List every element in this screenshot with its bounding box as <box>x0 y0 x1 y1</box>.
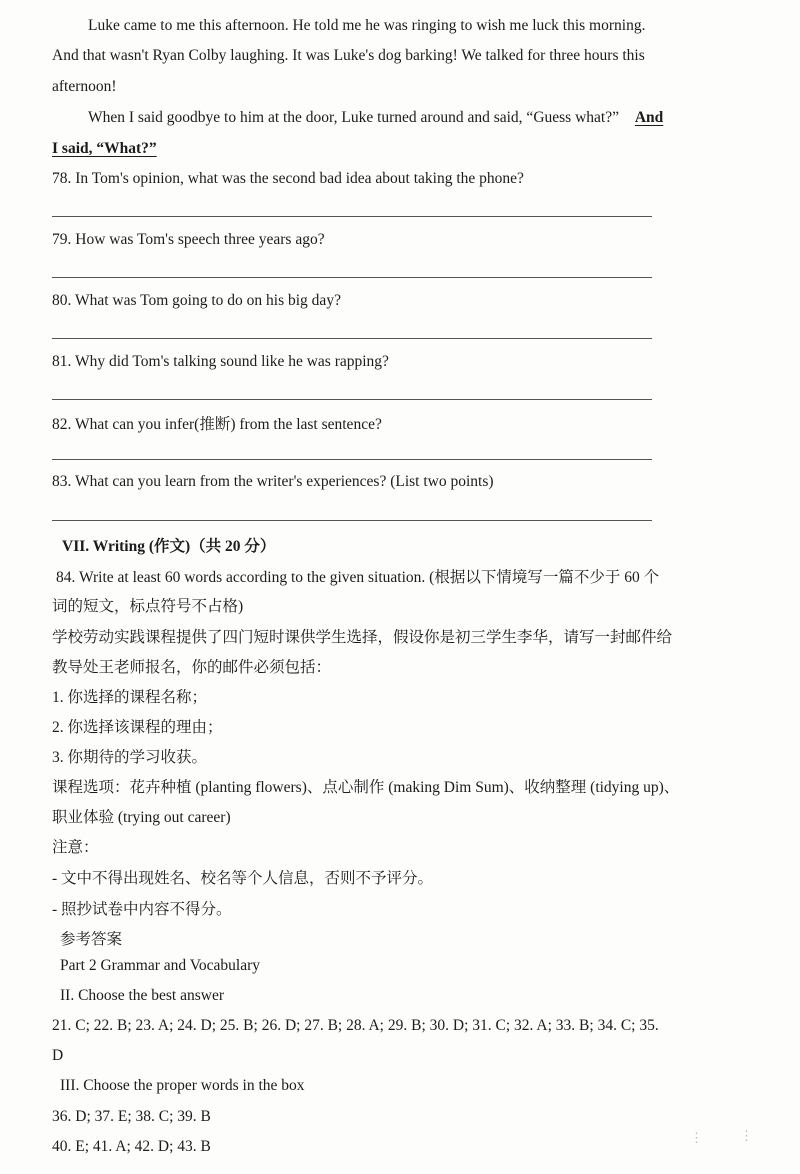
answers-section-heading: III. Choose the proper words in the box <box>60 1077 305 1094</box>
answers-row: D <box>52 1047 64 1064</box>
writing-options-line: 课程选项：花卉种植 (planting flowers)、点心制作 (making Dim Sum)、收纳整理 (tidying up)、 <box>52 779 680 796</box>
question-80: 80. What was Tom going to do on his big day? <box>52 292 341 309</box>
answer-line-78[interactable] <box>52 216 652 217</box>
question-78: 78. In Tom's opinion, what was the second bad idea about taking the phone? <box>52 170 524 187</box>
passage-line: And that wasn't Ryan Colby laughing. It was Luke's dog barking! We talked for three hours this <box>52 47 645 64</box>
answers-row: 21. C; 22. B; 23. A; 24. D; 25. B; 26. D; 27. B; 28. A; 29. B; 30. D; 31. C; 32. A; 33. B; 34. C; 35. <box>52 1017 659 1034</box>
answers-part-heading: Part 2 Grammar and Vocabulary <box>60 957 261 974</box>
answers-section-heading: II. Choose the best answer <box>60 987 224 1004</box>
passage-line: afternoon! <box>52 78 117 95</box>
writing-prompt-line: 学校劳动实践课程提供了四门短时课供学生选择，假设你是初三学生李华，请写一封邮件给 <box>52 629 673 646</box>
passage-bold-text: And <box>634 109 664 126</box>
passage-line <box>88 109 663 127</box>
question-81: 81. Why did Tom's talking sound like he was rapping? <box>52 353 389 370</box>
answer-line-79[interactable] <box>52 277 652 278</box>
answers-row: 40. E; 41. A; 42. D; 43. B <box>52 1138 211 1155</box>
question-83: 83. What can you learn from the writer's experiences? (List two points) <box>52 473 494 490</box>
writing-prompt-line: 教导处王老师报名，你的邮件必须包括： <box>52 659 332 676</box>
answer-line-83[interactable] <box>52 520 652 521</box>
question-79: 79. How was Tom's speech three years ago? <box>52 231 325 248</box>
answer-line-82[interactable] <box>52 459 652 460</box>
writing-note-label: 注意： <box>52 839 99 856</box>
writing-note-item: - 文中不得出现姓名、校名等个人信息，否则不予评分。 <box>52 870 434 887</box>
writing-note-item: - 照抄试卷中内容不得分。 <box>52 901 232 918</box>
scan-mark-icon: ⋮ <box>690 1130 703 1145</box>
answers-heading: 参考答案 <box>60 931 123 948</box>
writing-list-item: 1. 你选择的课程名称； <box>52 689 208 706</box>
answer-line-81[interactable] <box>52 399 652 400</box>
writing-heading: VII. Writing (作文)（共 20 分） <box>62 538 276 555</box>
answer-line-80[interactable] <box>52 338 652 339</box>
writing-list-item: 3. 你期待的学习收获。 <box>52 749 208 766</box>
scan-mark-icon: ⋮ <box>740 1128 753 1143</box>
answers-row: 36. D; 37. E; 38. C; 39. B <box>52 1108 211 1125</box>
passage-text: When I said goodbye to him at the door, Luke turned around and said, “Guess what?” <box>88 109 619 126</box>
writing-list-item: 2. 你选择该课程的理由； <box>52 719 223 736</box>
passage-line: Luke came to me this afternoon. He told me he was ringing to wish me luck this morning. <box>88 17 646 34</box>
question-82: 82. What can you infer(推断) from the last sentence? <box>52 416 382 433</box>
writing-options-line: 职业体验 (trying out career) <box>52 809 231 826</box>
passage-bold-line: I said, “What?” <box>52 140 157 157</box>
writing-prompt-line: 84. Write at least 60 words according to the given situation. (根据以下情境写一篇不少于 60 个 <box>56 569 660 586</box>
writing-prompt-line: 词的短文，标点符号不占格) <box>52 598 244 615</box>
